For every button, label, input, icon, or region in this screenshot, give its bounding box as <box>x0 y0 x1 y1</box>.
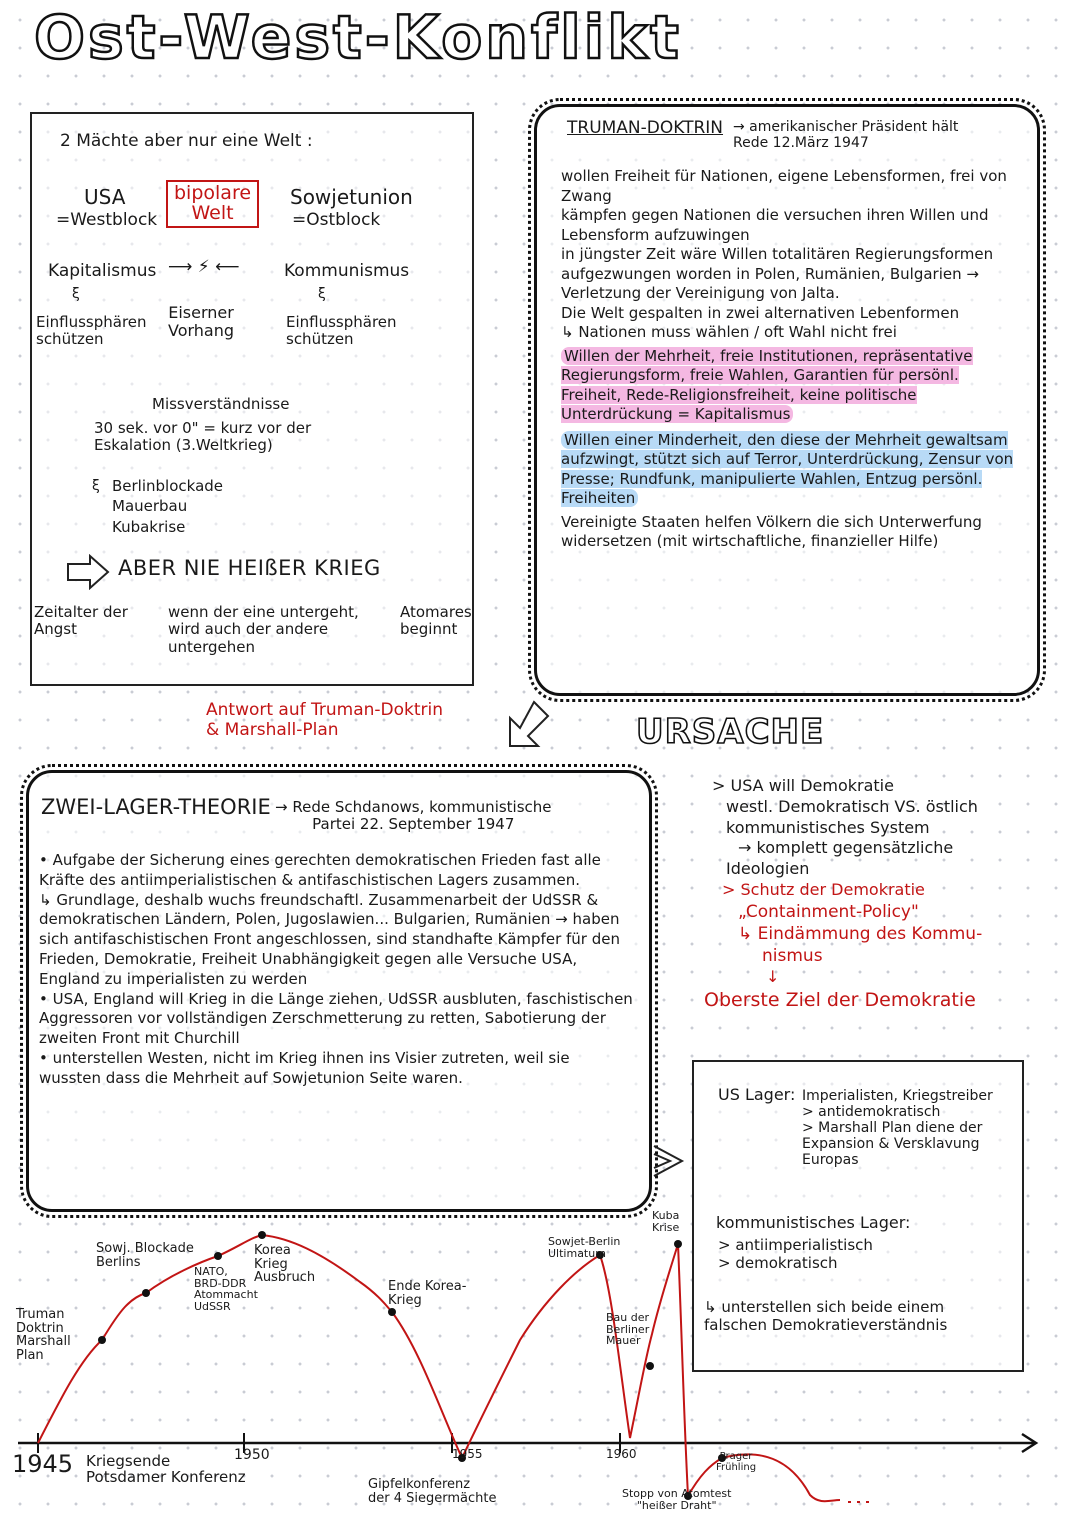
ursache-line: kommunistisches System <box>726 817 930 837</box>
event-dot <box>214 1252 222 1260</box>
bipolar-world-label: bipolare Welt <box>166 180 259 228</box>
year-1945-note: Kriegsende Potsdamer Konferenz <box>86 1452 246 1486</box>
squiggle-icon: ξ <box>92 478 100 494</box>
truman-heading-note: → amerikanischer Präsident hält Rede 12.März 1947 <box>733 119 959 152</box>
truman-last-point: Vereinigte Staaten helfen Völkern die sich Unterwerfung widersetzen (mit wirtschaftliche, finanzieller Hilfe) <box>561 512 982 550</box>
sphere-right: Einflussphären schützen <box>286 313 397 349</box>
two-camp-heading-note: → Rede Schdanows, kommunistische Partei 22. September 1947 <box>275 798 552 834</box>
truman-doctrine-box <box>534 104 1040 696</box>
us-camp-item: Imperialisten, Kriegstreiber <box>802 1088 993 1104</box>
comm-camp-item: > antiimperialistisch <box>718 1236 873 1254</box>
two-camp-theory-box <box>26 770 652 1212</box>
two-camp-paragraph: ↳ Grundlage, deshalb wuchs freundschaftl. Zusammenarbeit der UdSSR & demokratischen Ländern, Polen, Jugoslawien... Bulgarien, Rumänien → haben sich antifaschistischen Front angeschlossen, sind standhafte Kämpfer für den Frieden, Demokratie, Freiheit Unabhängigkeit gegen alle Versuche USA, England zu imperialisten zu werden <box>39 890 620 988</box>
ursache-red-line: „Containment-Policy" <box>738 901 919 922</box>
ursache-red-line: nismus <box>762 945 823 966</box>
minority-highlight: Willen einer Minderheit, den diese der Mehrheit gewaltsam aufzwingt, stützt sich auf Terror, Unterdrückung, Zensur von Presse; Rundfunk, manipulierte Wahlen, Entzug persönl. Freiheiten <box>561 430 1014 507</box>
soviet-ostblock: =Ostblock <box>292 210 381 230</box>
two-camp-heading: ZWEI-LAGER-THEORIE <box>41 795 271 819</box>
squiggle-icon: ξ <box>318 286 326 302</box>
ursache-text <box>704 776 983 1013</box>
ursache-heading: URSACHE <box>636 712 825 752</box>
event-label: Stopp von Atomtest "heißer Draht" <box>622 1487 732 1512</box>
event-dot <box>98 1336 106 1344</box>
year-label: 1955 <box>452 1447 483 1461</box>
us-camp-label: US Lager: <box>718 1085 796 1104</box>
outline-arrow-icon <box>66 554 110 590</box>
event-label: Prager Frühling <box>716 1451 757 1473</box>
iron-curtain-label: Eiserner Vorhang <box>168 303 235 341</box>
year-label: 1960 <box>606 1447 637 1461</box>
comm-camp-item: > demokratisch <box>718 1254 838 1272</box>
ursache-line: Ideologien <box>726 859 810 879</box>
usa-label: USA <box>84 185 126 209</box>
comm-camp-label: kommunistisches Lager: <box>716 1213 911 1232</box>
misunderstandings-title: Missverständnisse <box>152 395 290 413</box>
page-title: Ost-West-Konflikt <box>34 3 682 73</box>
down-left-arrow-icon <box>504 698 558 752</box>
timeline <box>0 1200 1080 1525</box>
majority-highlight: Willen der Mehrheit, freie Institutionen, repräsentative Regierungsform, freie Wahlen, Garantien für persönl. Freiheit, Rede-Religionsfreiheit, keine politische Unterdrückung = Kapitalismus <box>561 346 973 423</box>
ursache-line: > USA will Demokratie <box>712 776 894 795</box>
crises-list <box>112 476 223 537</box>
communism-label: Kommunismus <box>284 261 410 281</box>
camp-conclusion: ↳ unterstellen sich beide einem falschen Demokratieverständnis <box>704 1298 948 1334</box>
downfall-text: wenn der eine untergeht, wird auch der andere untergehen <box>168 603 359 656</box>
ursache-red-line: ↳ Eindämmung des Kommu- <box>738 923 983 944</box>
usa-westblock: =Westblock <box>56 210 158 230</box>
truman-point: kämpfen gegen Nationen die versuchen ihren Willen und Lebensform aufzuwingen <box>561 206 989 244</box>
never-hot-war: ABER NIE HEIßER KRIEG <box>118 556 381 580</box>
year-label: 1950 <box>234 1447 270 1463</box>
us-camp-items <box>802 1088 1012 1168</box>
atomic-text: Atomares beginnt <box>400 603 472 639</box>
event-dot <box>258 1231 266 1239</box>
event-label: Korea Krieg Ausbruch <box>254 1243 316 1286</box>
event-label: NATO, BRD-DDR Atommacht UdSSR <box>194 1265 258 1313</box>
two-camp-paragraph: • USA, England will Krieg in die Länge ziehen, UdSSR ausbluten, faschistischen Aggressoren vor vollständigen Zerschmetterung zu retten, Sabotierung der zweiten Front mit Churchill <box>39 989 633 1048</box>
age-of-fear: Zeitalter der Angst <box>34 603 128 639</box>
two-camp-text <box>39 851 635 1089</box>
event-label: Kuba Krise <box>652 1209 680 1234</box>
truman-point: wollen Freiheit für Nationen, eigene Lebensformen, frei von Zwang <box>561 167 1007 205</box>
soviet-label: Sowjetunion <box>290 185 413 209</box>
event-dot <box>646 1362 654 1370</box>
truman-point: Die Welt gespalten in zwei alternativen Lebenformen <box>561 303 960 322</box>
crisis-item: Kubakrise <box>112 517 186 536</box>
event-label: Gipfelkonferenz der 4 Siegermächte <box>368 1477 497 1506</box>
two-camp-paragraph: • Aufgabe der Sicherung eines gerechten demokratischen Frieden fast alle Kräfte des antiimperialistischen & antifaschistischen Lagers zusammen. <box>39 851 601 889</box>
event-label: Bau der Berliner Mauer <box>606 1311 650 1348</box>
misunderstandings-text: 30 sek. vor 0" = kurz vor der Eskalation (3.Weltkrieg) <box>94 419 312 455</box>
truman-heading: TRUMAN-DOKTRIN <box>567 118 724 138</box>
two-camp-paragraph: • unterstellen Westen, nicht im Krieg ihnen ins Visier zutreten, weil sie wussten dass die Mehrheit auf Sowjetunion Seite waren. <box>39 1048 570 1087</box>
crisis-item: Mauerbau <box>112 497 188 516</box>
event-label: Sowj. Blockade Berlins <box>96 1241 194 1270</box>
truman-point: ↳ Nationen muss wählen / oft Wahl nicht frei <box>561 323 897 341</box>
event-dot <box>142 1289 150 1297</box>
ursache-line: westl. Demokratisch VS. östlich <box>726 796 978 816</box>
event-dot <box>674 1240 682 1248</box>
year-label: 1945 <box>12 1450 74 1478</box>
us-camp-item: > Marshall Plan diene der Expansion & Versklavung Europas <box>802 1120 983 1169</box>
clash-arrows-icon: ⟶ ⚡ ⟵ <box>168 257 240 277</box>
crisis-item: Berlinblockade <box>112 477 224 495</box>
truman-points <box>561 167 1023 552</box>
squiggle-icon: ξ <box>72 286 80 302</box>
truman-point: in jüngster Zeit wäre Willen totalitären Regierungsformen aufgezwungen worden in Polen, Rumänien, Bulgarien → Verletzung der Vereinigung von Jalta. <box>561 245 994 302</box>
ursache-red-line: > Schutz der Demokratie <box>722 879 925 899</box>
event-label: Ende Korea- Krieg <box>388 1279 467 1308</box>
us-camp-item: > antidemokratisch <box>802 1104 941 1121</box>
capitalism-label: Kapitalismus <box>48 261 157 281</box>
answer-note: Antwort auf Truman-Doktrin & Marshall-Plan <box>206 700 444 740</box>
intro-text: 2 Mächte aber nur eine Welt : <box>60 131 313 151</box>
sphere-left: Einflussphären schützen <box>36 313 147 349</box>
right-arrow-icon <box>650 1138 690 1184</box>
event-dot <box>388 1308 396 1316</box>
ursache-line: → komplett gegensätzliche <box>738 838 954 858</box>
ursache-red-line: ↓ <box>766 967 780 987</box>
bipolar-world-box <box>30 112 474 686</box>
ursache-red-line: Oberste Ziel der Demokratie <box>704 988 976 1011</box>
event-label: Sowjet-Berlin Ultimatum <box>548 1235 621 1260</box>
event-label: Truman Doktrin Marshall Plan <box>16 1307 71 1363</box>
